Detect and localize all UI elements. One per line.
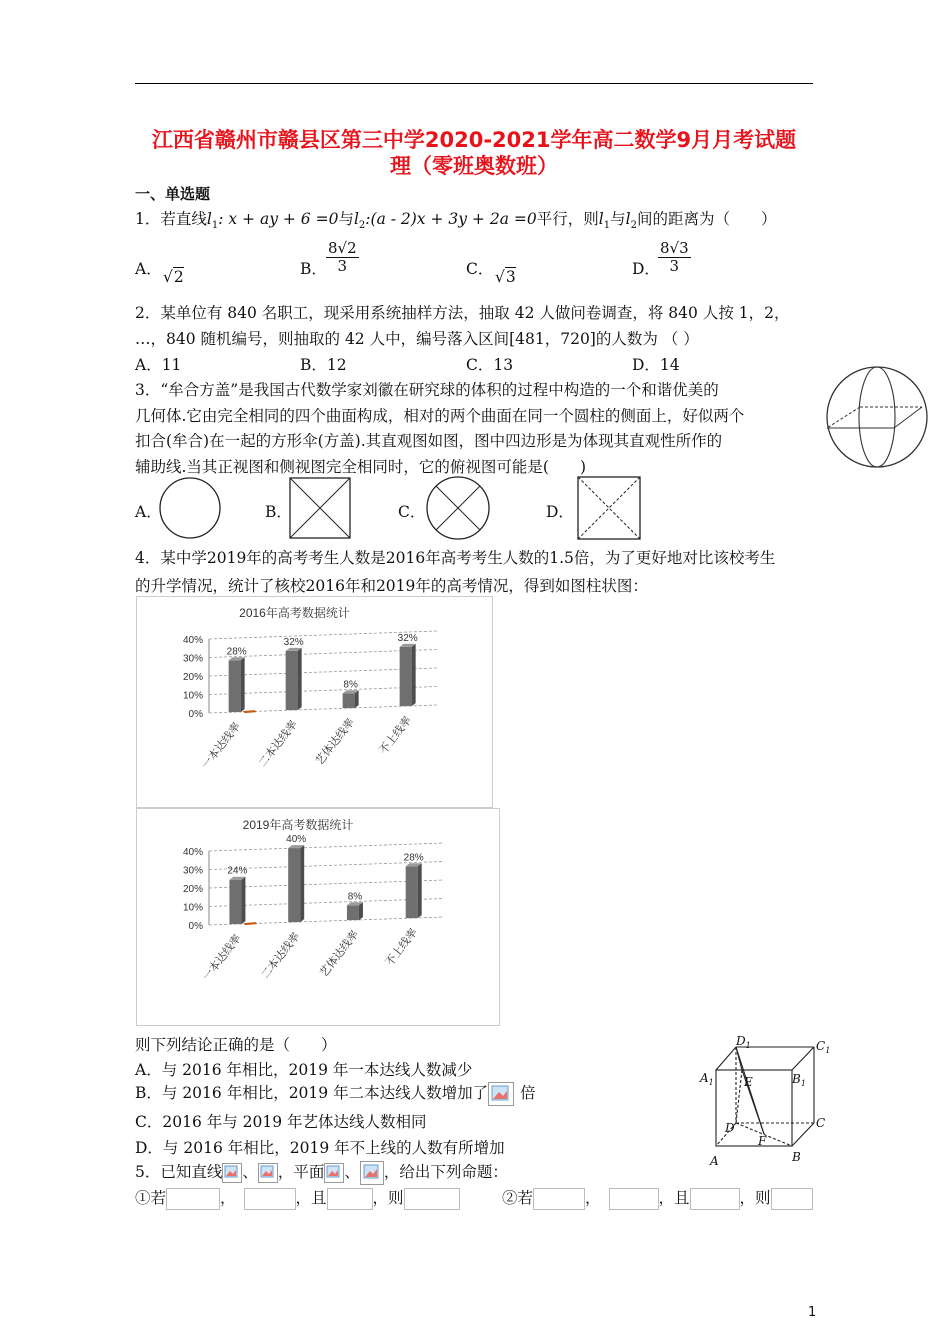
bar-side <box>241 877 245 924</box>
y-tick-label: 0% <box>188 921 203 932</box>
mouhe-fanggai-figure <box>822 362 932 472</box>
data-label: 32% <box>397 632 418 644</box>
data-label: 28% <box>403 852 424 864</box>
broken-image-icon <box>488 1082 514 1106</box>
svg-text:A1: $A_1$ <box>700 1071 714 1087</box>
q3-option-b-square-diagonals <box>289 477 351 539</box>
bar-3 <box>406 863 422 918</box>
bar-2 <box>343 690 359 708</box>
bar <box>406 866 418 918</box>
q1-option-c: C． <box>466 260 494 278</box>
q3-option-c-circle-cross <box>425 475 491 541</box>
q1-option-a-value: √2 <box>163 268 184 286</box>
bar-side <box>412 644 416 706</box>
bar-accent <box>243 710 257 713</box>
svg-text:E: E <box>744 1075 753 1089</box>
bar-0 <box>229 657 245 712</box>
data-label: 40% <box>286 834 307 846</box>
q2-option-a: A．11 <box>135 356 182 374</box>
missing-formula-image <box>244 1188 296 1210</box>
bar-1 <box>288 845 304 922</box>
q3-option-a-circle <box>158 476 222 540</box>
bar-2 <box>347 902 363 920</box>
data-label: 8% <box>343 679 358 691</box>
q4-option-d: D．与 2016 年相比，2019 年不上线的人数有所增加 <box>135 1139 505 1157</box>
q4-option-a: A．与 2016 年相比，2019 年一本达线人数减少 <box>135 1061 473 1079</box>
category-label: 一本达线率 <box>199 720 244 772</box>
category-label: 二本达线率 <box>259 930 303 982</box>
data-label: 24% <box>227 865 248 877</box>
bar-side <box>241 657 245 712</box>
svg-text:C: C <box>816 1116 826 1130</box>
broken-image-icon <box>360 1161 384 1185</box>
missing-formula-image <box>166 1188 220 1210</box>
q1-option-b-frac: $\frac{8√2}{3}$ <box>328 239 357 275</box>
q3-option-c: C． <box>398 503 426 521</box>
q3-option-d-square-dashed <box>577 476 641 540</box>
doc-title-line2: 理（零班奥数班） <box>390 154 558 178</box>
missing-formula-image <box>327 1188 373 1210</box>
bar-side <box>300 845 304 922</box>
category-label: 不上线率 <box>377 714 415 757</box>
chart-2019-box <box>136 808 500 1026</box>
broken-image-icon <box>222 1163 242 1183</box>
bar <box>400 647 412 706</box>
bar-0 <box>229 877 245 924</box>
bar <box>229 880 241 924</box>
bar <box>288 848 300 922</box>
q1-option-a: A． <box>135 260 162 278</box>
q1-stem: 1．若直线$l_1$: x + ay + 6 =0与$l_2:(a - 2)x + 3y + 2a =0$平行，则$l_1$与$l_2$间的距离为（ ） <box>135 210 777 232</box>
bar <box>347 905 359 920</box>
y-tick-label: 0% <box>188 709 203 720</box>
missing-formula-image <box>404 1188 460 1210</box>
data-label: 32% <box>283 636 304 648</box>
q2-option-c: C．13 <box>466 356 514 374</box>
category-label: 不上线率 <box>383 926 421 969</box>
svg-text:F: F <box>758 1134 767 1148</box>
q3-option-d: D． <box>546 503 574 521</box>
svg-text:D: D <box>725 1121 735 1135</box>
svg-text:B: B <box>792 1150 801 1164</box>
y-tick-label: 30% <box>182 865 203 877</box>
bar <box>286 651 298 710</box>
q4-line1: 4．某中学2019年的高考考生人数是2016年高考考生人数的1.5倍，为了更好地对比该校考生 <box>135 549 776 567</box>
data-label: 28% <box>226 646 247 658</box>
y-tick-label: 20% <box>182 672 203 683</box>
y-tick-label: 10% <box>182 902 203 914</box>
q4-option-c: C．2016 年与 2019 年艺体达线人数相同 <box>135 1113 427 1131</box>
missing-formula-image <box>533 1188 585 1210</box>
header-rule <box>135 83 813 84</box>
q4-option-b: B．与 2016 年相比，2019 年二本达线人数增加了 倍 <box>135 1081 536 1106</box>
q2-line2: …，840 随机编号，则抽取的 42 人中，编号落入区间[481，720]的人数为 （ ） <box>135 330 699 348</box>
q5-proposition-2: ②若 ， ，且 ，则 <box>502 1186 813 1210</box>
chart-title: 2019年高考数据统计 <box>242 818 354 832</box>
q3-line4: 辅助线.当其正视图和侧视图完全相同时，它的俯视图可能是( ) <box>135 458 587 476</box>
q3-line2: 几何体.它由完全相同的四个曲面构成，相对的两个曲面在同一个圆柱的侧面上，好似两个 <box>135 407 745 425</box>
doc-title-line1: 江西省赣州市赣县区第三中学2020-2021学年高二数学9月月考试题 <box>151 128 797 152</box>
bar-side <box>298 648 302 710</box>
q4-line2: 的升学情况，统计了核校2016年和2019年的高考情况，得到如图柱状图： <box>135 577 648 595</box>
q1-option-d: D． <box>632 260 660 278</box>
q1-option-d-frac: $\frac{8√3}{3}$ <box>660 239 689 275</box>
bar-1 <box>286 648 302 710</box>
gridline <box>209 843 444 851</box>
q1-option-c-value: √3 <box>495 268 516 286</box>
chart-2019 <box>137 809 499 1025</box>
bar-accent <box>243 922 257 925</box>
q3-line1: 3．“牟合方盖”是我国古代数学家刘徽在研究球的体积的过程中构造的一个和谐优美的 <box>135 381 719 399</box>
section-heading: 一、单选题 <box>135 185 211 203</box>
broken-image-icon <box>324 1163 344 1183</box>
bar-side <box>359 902 363 920</box>
category-label: 艺体达线率 <box>317 928 362 980</box>
q2-option-b: B．12 <box>300 356 347 374</box>
svg-text:B1: $B_1$ <box>792 1072 806 1088</box>
q1-option-b: B． <box>300 260 327 278</box>
category-label: 艺体达线率 <box>313 716 358 768</box>
y-tick-label: 10% <box>182 690 203 702</box>
cube-figure <box>698 1034 838 1174</box>
q2-line1: 2．某单位有 840 名职工，现采用系统抽样方法，抽取 42 人做问卷调查，将 840 人按 1，2， <box>135 304 790 322</box>
q3-line3: 扣合(牟合)在一起的方形伞(方盖).其直观图如图，图中四边形是为体现其直观性所作的 <box>135 432 723 450</box>
y-tick-label: 30% <box>182 653 203 665</box>
y-tick-label: 40% <box>182 635 203 646</box>
chart-2016-box <box>136 596 493 808</box>
bar <box>343 693 355 708</box>
missing-formula-image <box>690 1188 740 1210</box>
broken-image-icon <box>258 1163 278 1183</box>
q5-stem: 5．已知直线 、 ，平面 、 ，给出下列命题： <box>135 1160 508 1185</box>
q4-question: 则下列结论正确的是（ ） <box>135 1036 337 1054</box>
q2-option-d: D．14 <box>632 356 680 374</box>
page-number: 1 <box>808 1305 817 1320</box>
svg-text:A: A <box>710 1154 719 1168</box>
bar-side <box>418 863 422 918</box>
chart-title: 2016年高考数据统计 <box>239 606 350 620</box>
q5-proposition-1: ①若 ， ，且 ，则 <box>135 1186 460 1210</box>
missing-formula-image <box>771 1188 813 1210</box>
bar <box>229 660 241 712</box>
missing-formula-image <box>609 1188 659 1210</box>
category-label: 一本达线率 <box>200 932 244 984</box>
svg-text:C1: $C_1$ <box>816 1039 831 1055</box>
chart-2016 <box>137 597 492 807</box>
y-tick-label: 40% <box>182 847 203 858</box>
bar-3 <box>400 644 416 706</box>
q3-option-a: A． <box>135 503 162 521</box>
y-tick-label: 20% <box>182 884 203 895</box>
svg-text:D1: $D_1$ <box>736 1034 751 1050</box>
data-label: 8% <box>347 891 363 903</box>
bar-side <box>355 690 359 708</box>
q3-option-b: B． <box>265 503 292 521</box>
category-label: 二本达线率 <box>256 718 301 770</box>
